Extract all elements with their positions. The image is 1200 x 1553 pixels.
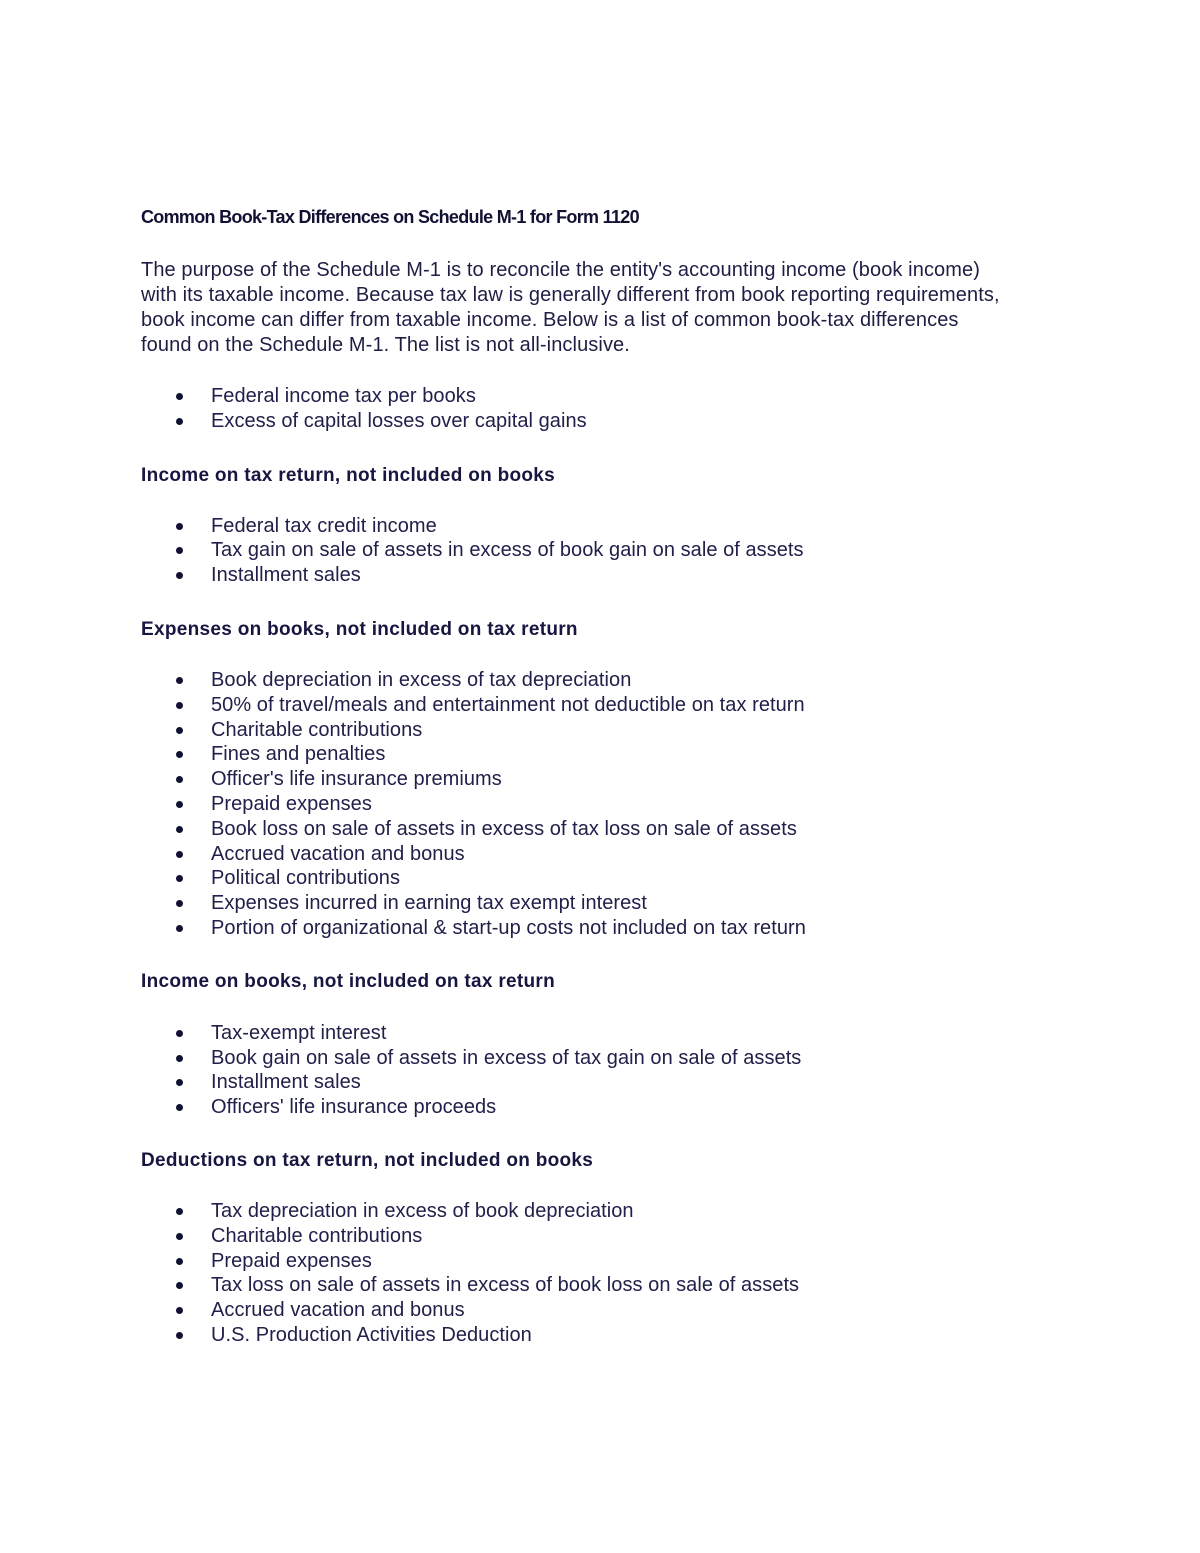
bullet-icon <box>176 1258 183 1265</box>
list-item <box>141 409 1081 434</box>
list-item-text: Prepaid expenses <box>211 792 372 815</box>
list-item <box>141 916 1081 941</box>
list-item <box>141 792 1081 817</box>
list-item <box>141 1095 1081 1120</box>
list-item <box>141 693 1081 718</box>
list-item-text: Book loss on sale of assets in excess of tax loss on sale of assets <box>211 817 797 840</box>
income-on-tax-return-list <box>141 514 1081 588</box>
document-page <box>141 204 1081 1348</box>
deductions-on-tax-return-list <box>141 1199 1081 1348</box>
bullet-icon <box>176 1233 183 1240</box>
bullet-icon <box>176 393 183 400</box>
intro-paragraph <box>141 258 1081 358</box>
intro-line: The purpose of the Schedule M-1 is to reconcile the entity's accounting income (book income) <box>141 259 981 281</box>
list-item <box>141 514 1081 539</box>
list-item-text: Tax-exempt interest <box>211 1021 387 1044</box>
list-item <box>141 1021 1081 1046</box>
list-item <box>141 1070 1081 1095</box>
list-item-text: Expenses incurred in earning tax exempt interest <box>211 892 647 915</box>
list-item <box>141 1323 1081 1348</box>
bullet-icon <box>176 1307 183 1314</box>
document-title: Common Book-Tax Differences on Schedule M-1 for Form 1120 <box>141 207 639 227</box>
bullet-icon <box>176 418 183 425</box>
list-item <box>141 384 1081 409</box>
list-item-text: Officers' life insurance proceeds <box>211 1096 497 1119</box>
bullet-icon <box>176 751 183 758</box>
list-item-text: Charitable contributions <box>211 718 423 741</box>
bullet-icon <box>176 776 183 783</box>
list-item <box>141 1199 1081 1224</box>
list-item <box>141 866 1081 891</box>
list-item <box>141 563 1081 588</box>
section-heading-expenses-on-books: Expenses on books, not included on tax return <box>141 618 578 640</box>
list-item-text: 50% of travel/meals and entertainment not deductible on tax return <box>211 693 805 716</box>
bullet-icon <box>176 1055 183 1062</box>
list-item-text: Portion of organizational & start-up costs not included on tax return <box>211 916 806 939</box>
bullet-icon <box>176 1079 183 1086</box>
bullet-icon <box>176 1208 183 1215</box>
list-item-text: Book gain on sale of assets in excess of tax gain on sale of assets <box>211 1046 802 1069</box>
bullet-icon <box>176 1332 183 1339</box>
list-item-text: Charitable contributions <box>211 1224 423 1247</box>
list-item <box>141 742 1081 767</box>
bullet-icon <box>176 677 183 684</box>
section-heading-income-on-books: Income on books, not included on tax return <box>141 970 556 992</box>
list-item <box>141 1273 1081 1298</box>
list-item <box>141 718 1081 743</box>
list-item <box>141 1298 1081 1323</box>
bullet-icon <box>176 900 183 907</box>
list-item <box>141 891 1081 916</box>
list-item <box>141 1224 1081 1249</box>
bullet-icon <box>176 572 183 579</box>
m1-items-list <box>141 384 1081 434</box>
list-item-text: Federal tax credit income <box>211 514 437 537</box>
list-item-text: Accrued vacation and bonus <box>211 1299 465 1322</box>
list-item-text: Installment sales <box>211 564 361 587</box>
list-item <box>141 1249 1081 1274</box>
list-item <box>141 1046 1081 1071</box>
list-item-text: Excess of capital losses over capital gains <box>211 409 587 432</box>
list-item-text: Accrued vacation and bonus <box>211 842 465 865</box>
intro-line: with its taxable income. Because tax law is generally different from book reporting requirements, <box>141 284 1000 306</box>
list-item <box>141 767 1081 792</box>
bullet-icon <box>176 727 183 734</box>
list-item-text: Officer's life insurance premiums <box>211 768 502 791</box>
intro-line: book income can differ from taxable income. Below is a list of common book-tax differences <box>141 309 959 331</box>
list-item-text: Fines and penalties <box>211 743 386 766</box>
list-item-text: Tax loss on sale of assets in excess of book loss on sale of assets <box>211 1274 800 1297</box>
section-heading-deductions-on-tax-return: Deductions on tax return, not included on books <box>141 1149 594 1171</box>
list-item-text: Tax depreciation in excess of book depreciation <box>211 1199 634 1222</box>
bullet-icon <box>176 826 183 833</box>
expenses-on-books-list <box>141 668 1081 941</box>
list-item-text: Book depreciation in excess of tax depreciation <box>211 668 632 691</box>
bullet-icon <box>176 1104 183 1111</box>
section-heading-income-on-tax-return: Income on tax return, not included on books <box>141 464 556 486</box>
bullet-icon <box>176 1282 183 1289</box>
bullet-icon <box>176 1030 183 1037</box>
list-item-text: Political contributions <box>211 867 401 890</box>
bullet-icon <box>176 801 183 808</box>
list-item-text: Installment sales <box>211 1071 361 1094</box>
income-on-books-list <box>141 1021 1081 1120</box>
list-item-text: U.S. Production Activities Deduction <box>211 1323 532 1346</box>
bullet-icon <box>176 925 183 932</box>
bullet-icon <box>176 702 183 709</box>
bullet-icon <box>176 523 183 530</box>
bullet-icon <box>176 547 183 554</box>
list-item <box>141 817 1081 842</box>
bullet-icon <box>176 875 183 882</box>
list-item-text: Prepaid expenses <box>211 1249 372 1272</box>
list-item <box>141 538 1081 563</box>
list-item <box>141 842 1081 867</box>
bullet-icon <box>176 851 183 858</box>
list-item-text: Federal income tax per books <box>211 385 476 407</box>
list-item <box>141 668 1081 693</box>
list-item-text: Tax gain on sale of assets in excess of book gain on sale of assets <box>211 539 804 562</box>
intro-line: found on the Schedule M-1. The list is not all-inclusive. <box>141 334 630 356</box>
